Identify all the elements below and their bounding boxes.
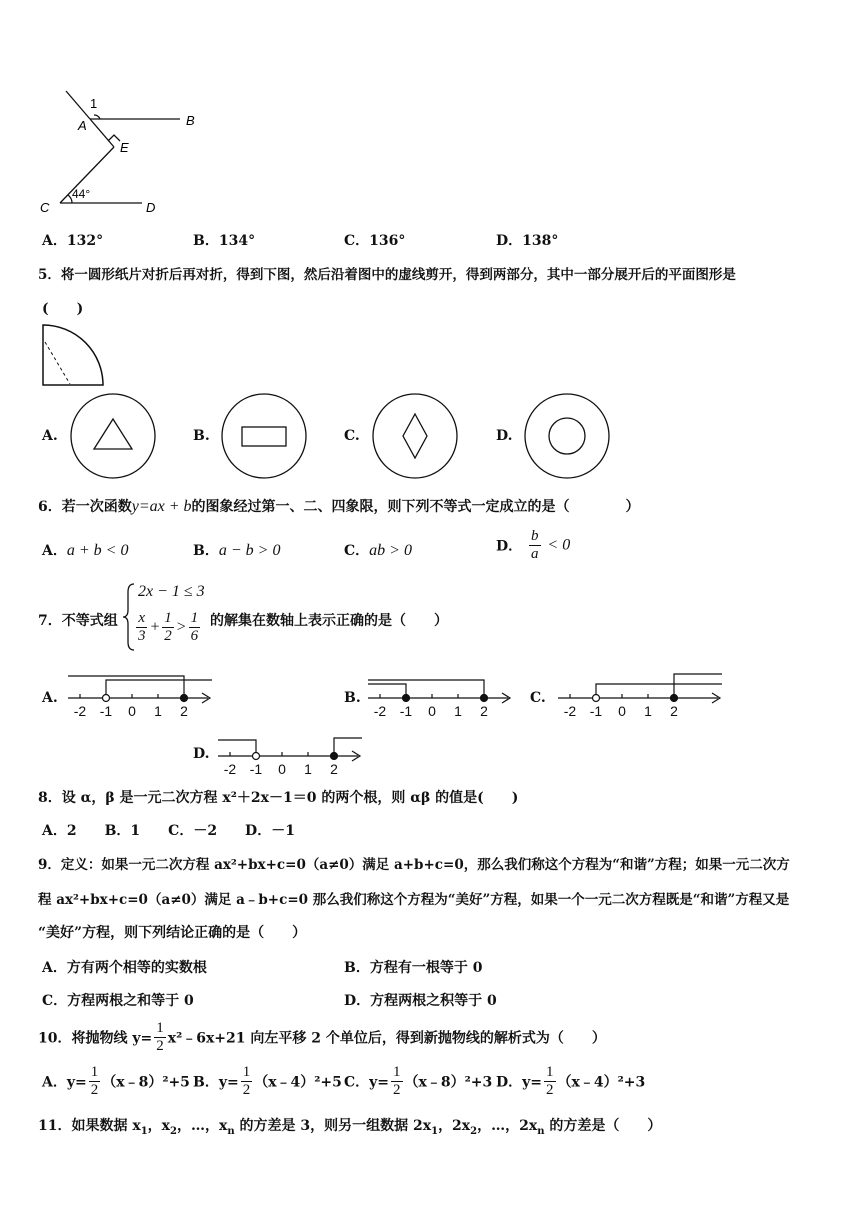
ray-right-1 bbox=[596, 684, 722, 698]
ray-left-1 bbox=[368, 684, 406, 698]
ray-left bbox=[218, 740, 256, 756]
q10-option-b[interactable]: B．y= $\frac{1}{2}$ （x﹣4）²+5 bbox=[193, 1064, 342, 1098]
q5-option-b-rectangle-figure[interactable] bbox=[219, 392, 309, 480]
tick-label: 2 bbox=[670, 703, 678, 719]
q7-option-d-number-line[interactable] bbox=[216, 730, 366, 778]
open-dot bbox=[593, 695, 600, 702]
q11-stem: 11．如果数据 $x_1$，$x_2$，…，$x_n$ 的方差是 3，则另一组数据 $2x_1$，$2x_2$，…，$2x_n$ 的方差是（ ） bbox=[38, 1118, 662, 1137]
tick-label: 0 bbox=[428, 703, 436, 719]
q4-angle-figure bbox=[30, 85, 230, 220]
q7-option-a-number-line[interactable] bbox=[66, 672, 216, 720]
q4-option-d[interactable]: D．138° bbox=[496, 233, 559, 249]
tick-label: -1 bbox=[99, 703, 113, 719]
q7-option-b-label[interactable]: B. bbox=[344, 690, 361, 706]
q6-option-c[interactable]: C．ab > 0 bbox=[344, 542, 412, 559]
q5-stem-line2: ( ) bbox=[42, 301, 84, 317]
q10-option-d[interactable]: D．y= $\frac{1}{2}$ （x﹣4）²+3 bbox=[496, 1064, 646, 1098]
q10-option-a[interactable]: A．y= $\frac{1}{2}$ （x﹣8）²+5 bbox=[42, 1064, 190, 1098]
open-dot bbox=[253, 753, 260, 760]
ray-right bbox=[334, 738, 362, 756]
closed-dot bbox=[403, 695, 410, 702]
fig-label-e: E bbox=[120, 140, 129, 155]
ray-left-2 bbox=[368, 680, 484, 698]
tick-label: -1 bbox=[589, 703, 603, 719]
q9-line2: 程 ax²+bx+c=0（a≠0）满足 a﹣b+c=0 那么我们称这个方程为“美好”方程，如果一个一元二次方程既是“和谐”方程又是 bbox=[38, 892, 790, 908]
q6-option-b[interactable]: B．a − b > 0 bbox=[193, 542, 281, 559]
closed-dot bbox=[181, 695, 188, 702]
q8-stem: 8．设 α，β 是一元二次方程 x²＋2x－1＝0 的两个根，则 αβ 的值是( ) bbox=[38, 790, 519, 806]
tick-label: 2 bbox=[480, 703, 488, 719]
q7-option-b-number-line[interactable] bbox=[366, 672, 516, 720]
tick-label: -2 bbox=[373, 703, 387, 719]
q6-option-d[interactable]: D． $\frac{b}{a}$ < 0 bbox=[496, 528, 571, 562]
q5-option-c-label[interactable]: C. bbox=[344, 428, 360, 444]
closed-dot bbox=[671, 695, 678, 702]
q10-stem: 10．将抛物线 y= $\frac{1}{2}$ x²﹣6x+21 向左平移 2 个单位后，得到新抛物线的解析式为（ ） bbox=[38, 1020, 606, 1054]
fig-angle-44: 44° bbox=[72, 187, 91, 201]
ray-left bbox=[68, 676, 184, 698]
q9-option-c[interactable]: C．方程两根之和等于 0 bbox=[42, 993, 194, 1009]
q6-stem: 6．若一次函数y=ax + b的图象经过第一、二、四象限，则下列不等式一定成立的是（ ） bbox=[38, 498, 640, 515]
q9-line1: 9．定义：如果一元二次方程 ax²+bx+c=0（a≠0）满足 a+b+c=0，那么我们称这个方程为“和谐”方程；如果一元二次方 bbox=[38, 857, 790, 873]
q5-option-a-label[interactable]: A. bbox=[42, 428, 58, 444]
tick-label: 1 bbox=[644, 703, 652, 719]
fig-label-c: C bbox=[40, 200, 50, 215]
ray-right bbox=[106, 680, 212, 698]
fig-label-a: A bbox=[78, 118, 87, 133]
closed-dot bbox=[331, 753, 338, 760]
tick-label: 0 bbox=[618, 703, 626, 719]
q5-stem-line1: 5．将一圆形纸片对折后再对折，得到下图，然后沿着图中的虚线剪开，得到两部分，其中一部分展开后的平面图形是 bbox=[38, 267, 736, 283]
q9-line3: “美好”方程，则下列结论正确的是（ ） bbox=[38, 925, 307, 941]
q7-option-d-label[interactable]: D. bbox=[193, 746, 210, 762]
q7-option-c-number-line[interactable] bbox=[556, 672, 726, 720]
tick-label: 2 bbox=[180, 703, 188, 719]
q5-folded-paper-figure bbox=[40, 322, 110, 388]
tick-label: 2 bbox=[330, 761, 338, 777]
fig-label-b: B bbox=[186, 113, 195, 128]
q4-option-b[interactable]: B．134° bbox=[193, 233, 256, 249]
q10-option-c[interactable]: C．y= $\frac{1}{2}$ （x﹣8）²+3 bbox=[344, 1064, 493, 1098]
fig-label-1: 1 bbox=[90, 96, 98, 111]
q5-option-d-label[interactable]: D. bbox=[496, 428, 513, 444]
q5-option-d-circle-figure[interactable] bbox=[522, 392, 612, 480]
q6-option-a[interactable]: A．a + b < 0 bbox=[42, 542, 129, 559]
tick-label: -1 bbox=[399, 703, 413, 719]
tick-label: 1 bbox=[154, 703, 162, 719]
q9-option-d[interactable]: D．方程两根之积等于 0 bbox=[344, 993, 497, 1009]
tick-label: -2 bbox=[73, 703, 87, 719]
q7-prefix: 7．不等式组 bbox=[38, 613, 118, 629]
q5-option-a-triangle-figure[interactable] bbox=[68, 392, 158, 480]
q7-inequality-1: 2x − 1 ≤ 3 bbox=[138, 583, 205, 600]
q5-option-b-label[interactable]: B. bbox=[193, 428, 210, 444]
tick-label: -2 bbox=[563, 703, 577, 719]
tick-label: -1 bbox=[249, 761, 263, 777]
q7-option-a-label[interactable]: A. bbox=[42, 690, 58, 706]
q7-option-c-label[interactable]: C. bbox=[530, 690, 546, 706]
q7-suffix: 的解集在数轴上表示正确的是（ ） bbox=[210, 613, 448, 629]
tick-label: -2 bbox=[223, 761, 237, 777]
closed-dot bbox=[481, 695, 488, 702]
q7-inequality-2: $\frac{x}{3}$ + $\frac{1}{2}$ > $\frac{1}{6}$ bbox=[138, 610, 199, 644]
q9-option-a[interactable]: A．方有两个相等的实数根 bbox=[42, 960, 207, 976]
tick-label: 1 bbox=[304, 761, 312, 777]
fig-label-d: D bbox=[146, 200, 156, 215]
q4-option-c[interactable]: C．136° bbox=[344, 233, 406, 249]
tick-label: 1 bbox=[454, 703, 462, 719]
q8-options[interactable]: A．2 B．1 C．－2 D．－1 bbox=[42, 823, 295, 839]
q4-option-a[interactable]: A．132° bbox=[42, 233, 104, 249]
q9-option-b[interactable]: B．方程有一根等于 0 bbox=[344, 960, 483, 976]
tick-label: 0 bbox=[278, 761, 286, 777]
open-dot bbox=[103, 695, 110, 702]
tick-label: 0 bbox=[128, 703, 136, 719]
q5-option-c-rhombus-figure[interactable] bbox=[370, 392, 460, 480]
